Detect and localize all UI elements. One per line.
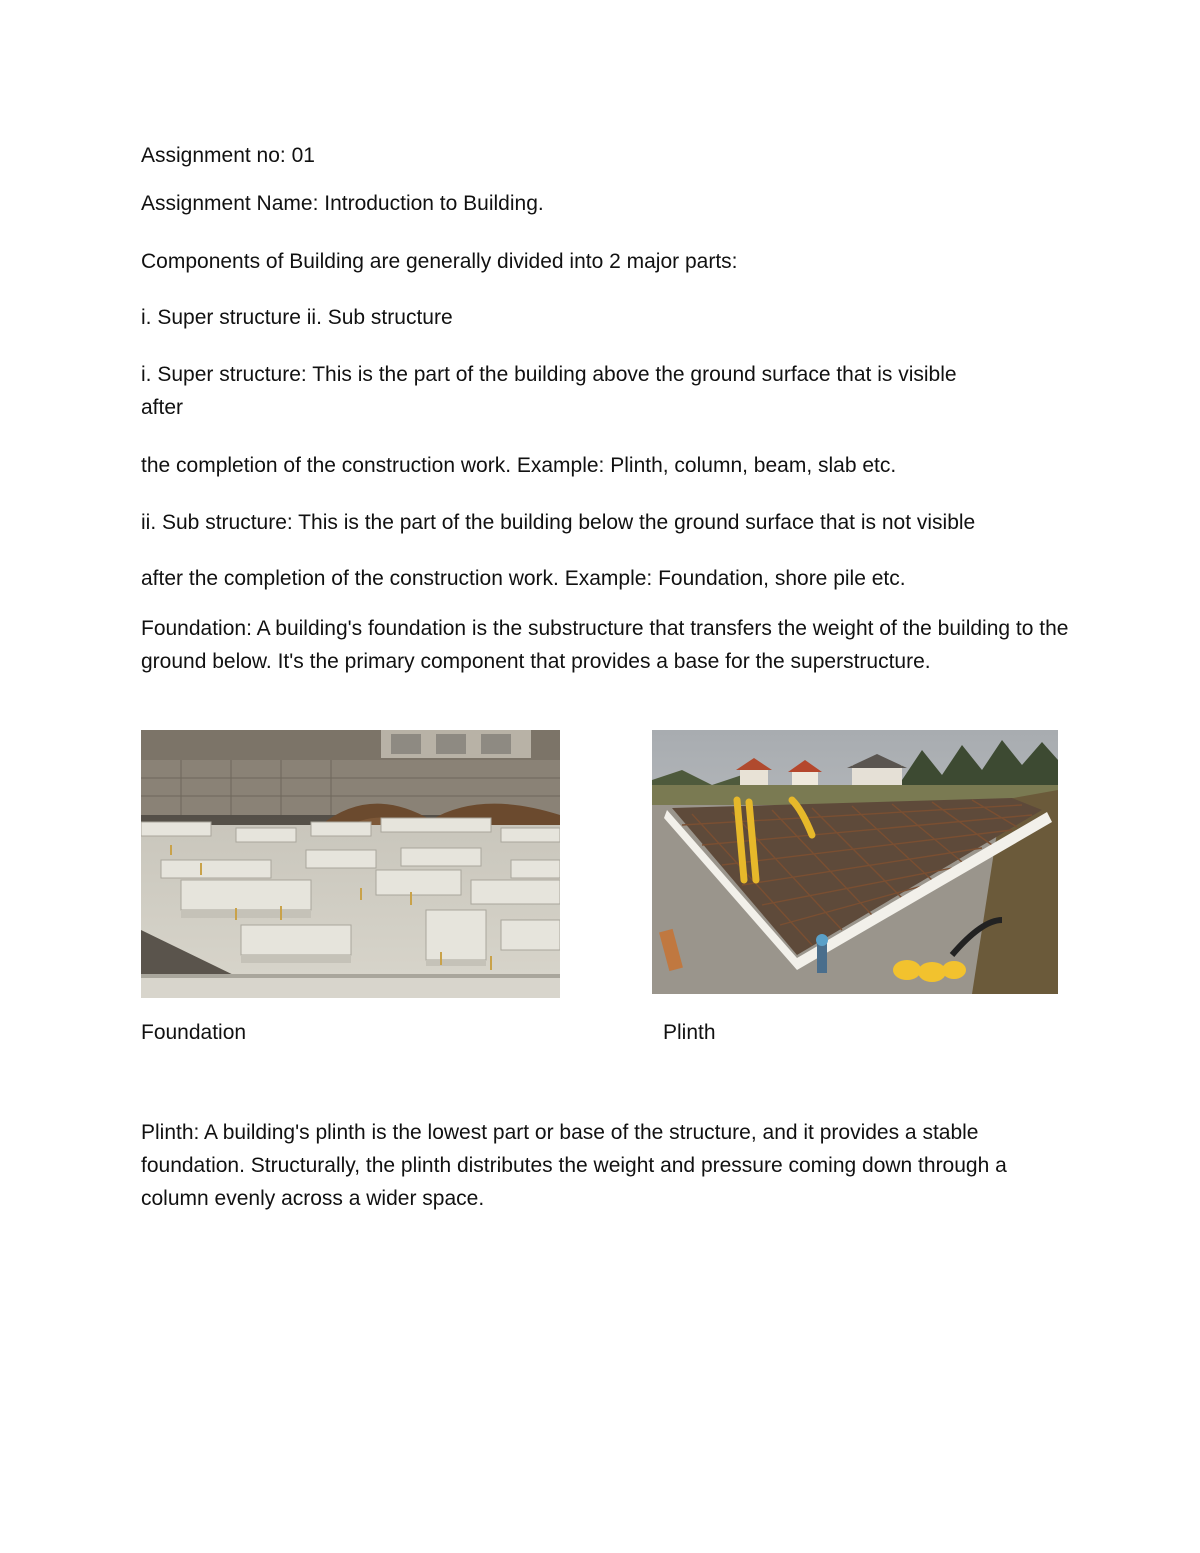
foundation-caption: Foundation bbox=[141, 1021, 247, 1044]
assignment-number: Assignment no: 01 bbox=[141, 144, 315, 167]
sub-structure-line-2: after the completion of the construction work. Example: Foundation, shore pile etc. bbox=[141, 567, 906, 590]
plinth-caption: Plinth bbox=[663, 1021, 716, 1044]
sub-structure-line-1: ii. Sub structure: This is the part of the building below the ground surface that is not visible bbox=[141, 511, 976, 534]
plinth-paragraph: Plinth: A building's plinth is the lowest part or base of the structure, and it provides a stable foundation. Structurally, the plinth distributes the weight and pressure coming down through a column evenly across a wider space. bbox=[141, 1121, 1007, 1210]
super-structure-line-1: i. Super structure: This is the part of the building above the ground surface that is visible bbox=[141, 363, 957, 386]
components-intro: Components of Building are generally divided into 2 major parts: bbox=[141, 250, 738, 273]
super-structure-line-2: after bbox=[141, 396, 184, 419]
parts-list: i. Super structure ii. Sub structure bbox=[141, 306, 453, 329]
super-structure-line-3: the completion of the construction work. Example: Plinth, column, beam, slab etc. bbox=[141, 454, 897, 477]
foundation-paragraph: Foundation: A building's foundation is the substructure that transfers the weight of the building to the ground below. It's the primary component that provides a base for the superstructure. bbox=[141, 617, 1069, 673]
plinth-photo bbox=[652, 730, 1058, 994]
foundation-photo bbox=[141, 730, 560, 998]
assignment-name: Assignment Name: Introduction to Building. bbox=[141, 192, 544, 215]
